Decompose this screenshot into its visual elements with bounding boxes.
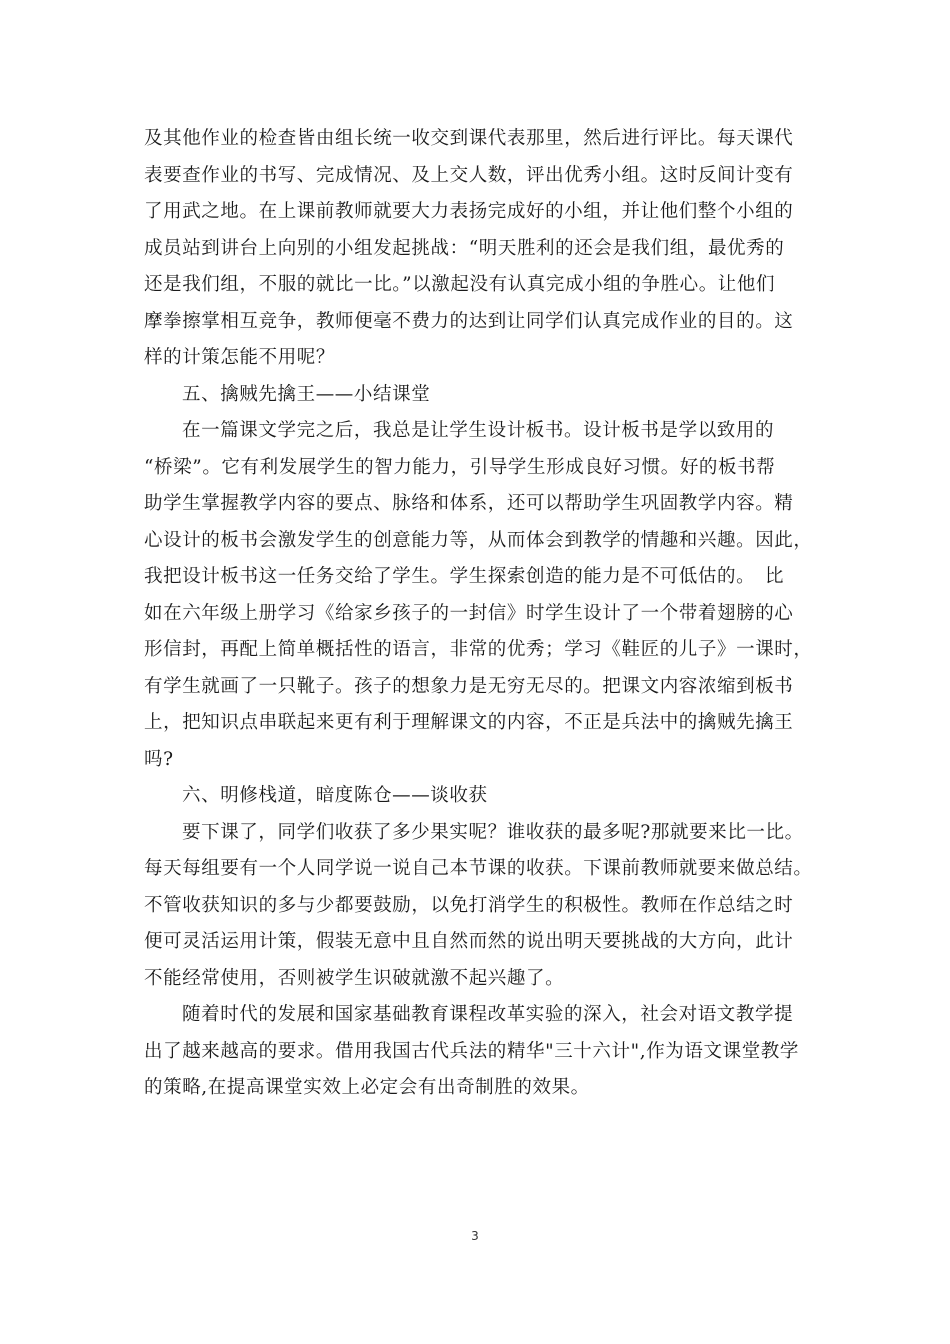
text-line: 还是我们组，不服的就比一比。”以激起没有认真完成小组的争胜心。让他们 <box>144 274 776 295</box>
text-line: 心设计的板书会激发学生的创意能力等，从而体会到教学的情趣和兴趣。因此， <box>144 529 813 551</box>
text-line: 成员站到讲台上向别的小组发起挑战：“明天胜利的还会是我们组，最优秀的 <box>144 237 785 259</box>
text-line: 我把设计板书这一任务交给了学生。学生探索创造的能力是不可低估的。 比 <box>144 566 785 587</box>
text-line: 如在六年级上册学习《给家乡孩子的一封信》时学生设计了一个带着翅膀的心 <box>144 602 794 624</box>
text-line: 有学生就画了一只靴子。孩子的想象力是无穷无尽的。把课文内容浓缩到板书 <box>144 675 794 697</box>
text-line: 每天每组要有一个人同学说一说自己本节课的收获。下课前教师就要来做总结。 <box>144 858 813 879</box>
text-line: 便可灵活运用计策，假装无意中且自然而然的说出明天要挑战的大方向，此计 <box>144 931 794 952</box>
text-line: 吗? <box>144 748 174 770</box>
text-line: 上，把知识点串联起来更有利于理解课文的内容，不正是兵法中的擒贼先擒王 <box>144 712 794 733</box>
text-line: 六、明修栈道，暗度陈仓——谈收获 <box>182 785 488 806</box>
text-line: 样的计策怎能不用呢？ <box>144 347 336 368</box>
text-line: 要下课了，同学们收获了多少果实呢？谁收获的最多呢?那就要来比一比。 <box>182 821 804 843</box>
text-line: 的策略,在提高课堂实效上必定会有出奇制胜的效果。 <box>144 1077 590 1098</box>
text-line: 及其他作业的检查皆由组长统一收交到课代表那里，然后进行评比。每天课代 <box>144 128 794 149</box>
text-line: 摩拳擦掌相互竞争，教师便毫不费力的达到让同学们认真完成作业的目的。这 <box>144 310 794 332</box>
text-line: 不能经常使用，否则被学生识破就激不起兴趣了。 <box>144 967 565 989</box>
text-line: 表要查作业的书写、完成情况、及上交人数，评出优秀小组。这时反间计变有 <box>144 164 794 186</box>
text-line: 了用武之地。在上课前教师就要大力表扬完成好的小组，并让他们整个小组的 <box>144 201 794 222</box>
text-line: 助学生掌握教学内容的要点、脉络和体系，还可以帮助学生巩固教学内容。精 <box>144 493 794 514</box>
text-line: 在一篇课文学完之后，我总是让学生设计板书。设计板书是学以致用的 <box>182 420 775 441</box>
text-line: “桥梁”。它有利发展学生的智力能力，引导学生形成良好习惯。好的板书帮 <box>144 456 776 478</box>
page-number: 3 <box>471 1229 479 1243</box>
text-line: 不管收获知识的多与少都要鼓励，以免打消学生的积极性。教师在作总结之时 <box>144 894 794 916</box>
text-line: 随着时代的发展和国家基础教育课程改革实验的深入，社会对语文教学提 <box>182 1004 794 1025</box>
text-line: 五、擒贼先擒王——小结课堂 <box>182 383 431 405</box>
text-line: 形信封，再配上简单概括性的语言，非常的优秀；学习《鞋匠的儿子》一课时， <box>144 639 813 660</box>
body-text <box>144 121 814 1107</box>
text-line: 出了越来越高的要求。借用我国古代兵法的精华"三十六计",作为语文课堂教学 <box>144 1040 800 1062</box>
